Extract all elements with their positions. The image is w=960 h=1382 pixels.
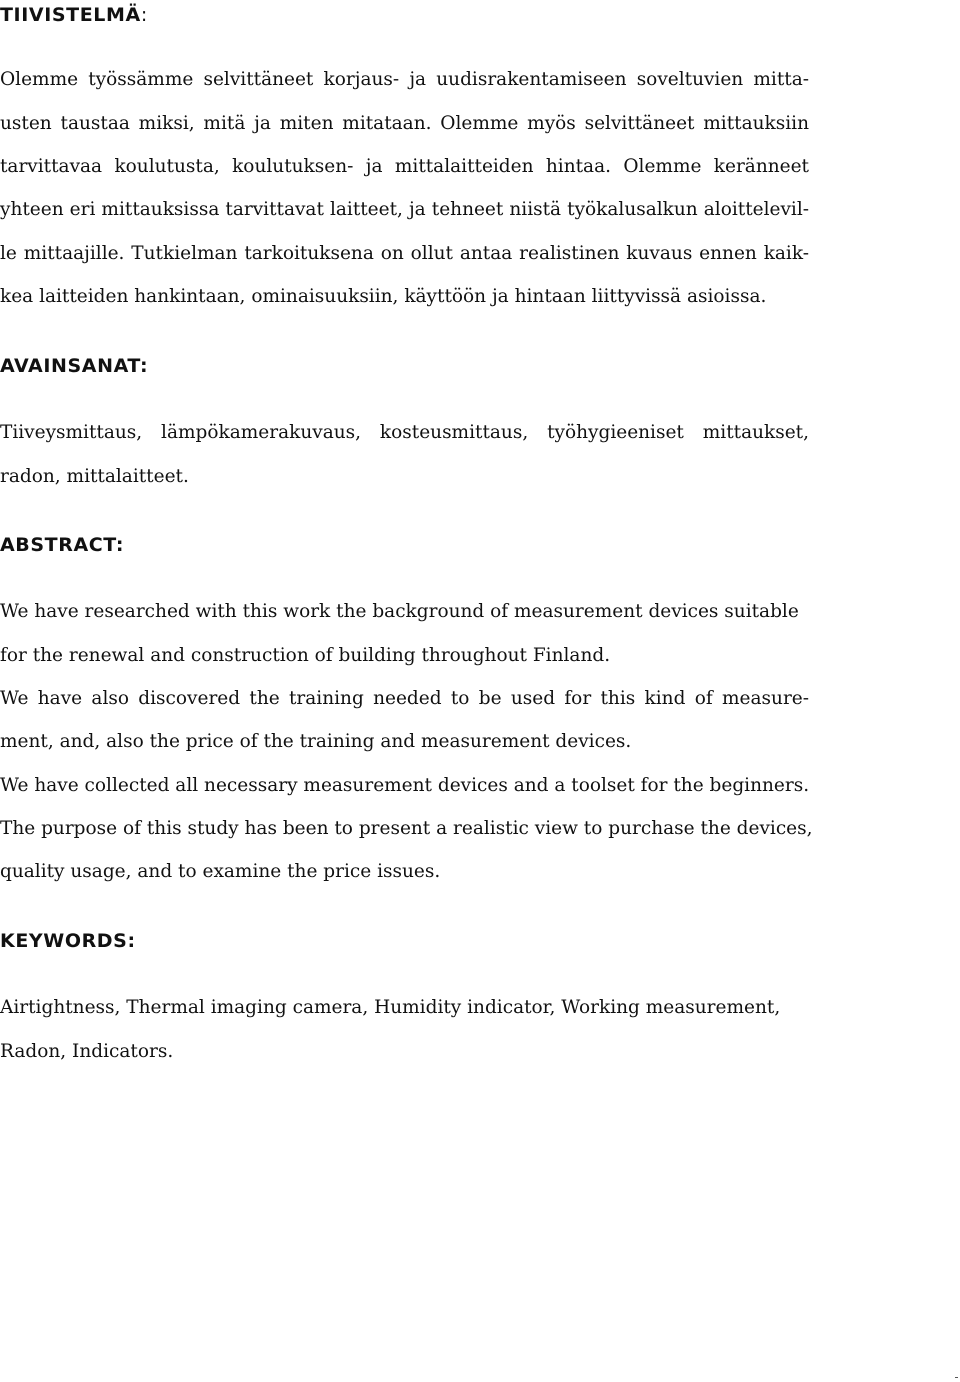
- tiivistelma-line-1: Olemme työssämme selvittäneet korjaus- ja uudisrakentamiseen soveltuvien mitta-: [0, 69, 809, 90]
- keywords-heading: KEYWORDS:: [0, 930, 136, 952]
- abstract-line-3: We have also discovered the training needed to be used for this kind of measure-: [0, 688, 809, 709]
- abstract-line-7: quality usage, and to examine the price issues.: [0, 861, 441, 882]
- keywords-line-2: Radon, Indicators.: [0, 1041, 174, 1062]
- tiivistelma-heading: [0, 4, 148, 26]
- tiivistelma-line-5: le mittaajille. Tutkielman tarkoituksena on ollut antaa realistinen kuvaus ennen kaik-: [0, 243, 809, 264]
- tiivistelma-line-6: kea laitteiden hankintaan, ominaisuuksiin, käyttöön ja hintaan liittyvissä asioissa.: [0, 286, 767, 307]
- tiivistelma-line-3: tarvittavaa koulutusta, koulutuksen- ja mittalaitteiden hintaa. Olemme keränneet: [0, 156, 809, 177]
- abstract-line-6: The purpose of this study has been to present a realistic view to purchase the devices,: [0, 818, 813, 839]
- tiivistelma-line-4: yhteen eri mittauksissa tarvittavat laitteet, ja tehneet niistä työkalusalkun aloittelevil-: [0, 199, 809, 220]
- tiivistelma-line-2: usten taustaa miksi, mitä ja miten mitataan. Olemme myös selvittäneet mittauksiin: [0, 113, 809, 134]
- tiivistelma-heading-text: TIIVISTELMÄ: [0, 4, 141, 26]
- keywords-line-1: Airtightness, Thermal imaging camera, Humidity indicator, Working measurement,: [0, 997, 781, 1018]
- abstract-line-1: We have researched with this work the background of measurement devices suitable: [0, 601, 799, 622]
- page-corner-mark: [955, 1377, 958, 1378]
- avainsanat-line-1: Tiiveysmittaus, lämpökamerakuvaus, kosteusmittaus, työhygieeniset mittaukset,: [0, 422, 809, 443]
- abstract-line-2: for the renewal and construction of building throughout Finland.: [0, 645, 611, 666]
- avainsanat-line-2: radon, mittalaitteet.: [0, 466, 189, 487]
- abstract-heading: ABSTRACT:: [0, 534, 125, 556]
- abstract-line-5: We have collected all necessary measurement devices and a toolset for the beginners.: [0, 775, 810, 796]
- abstract-line-4: ment, and, also the price of the training and measurement devices.: [0, 731, 632, 752]
- tiivistelma-heading-colon: :: [140, 4, 148, 26]
- avainsanat-heading: AVAINSANAT:: [0, 355, 149, 377]
